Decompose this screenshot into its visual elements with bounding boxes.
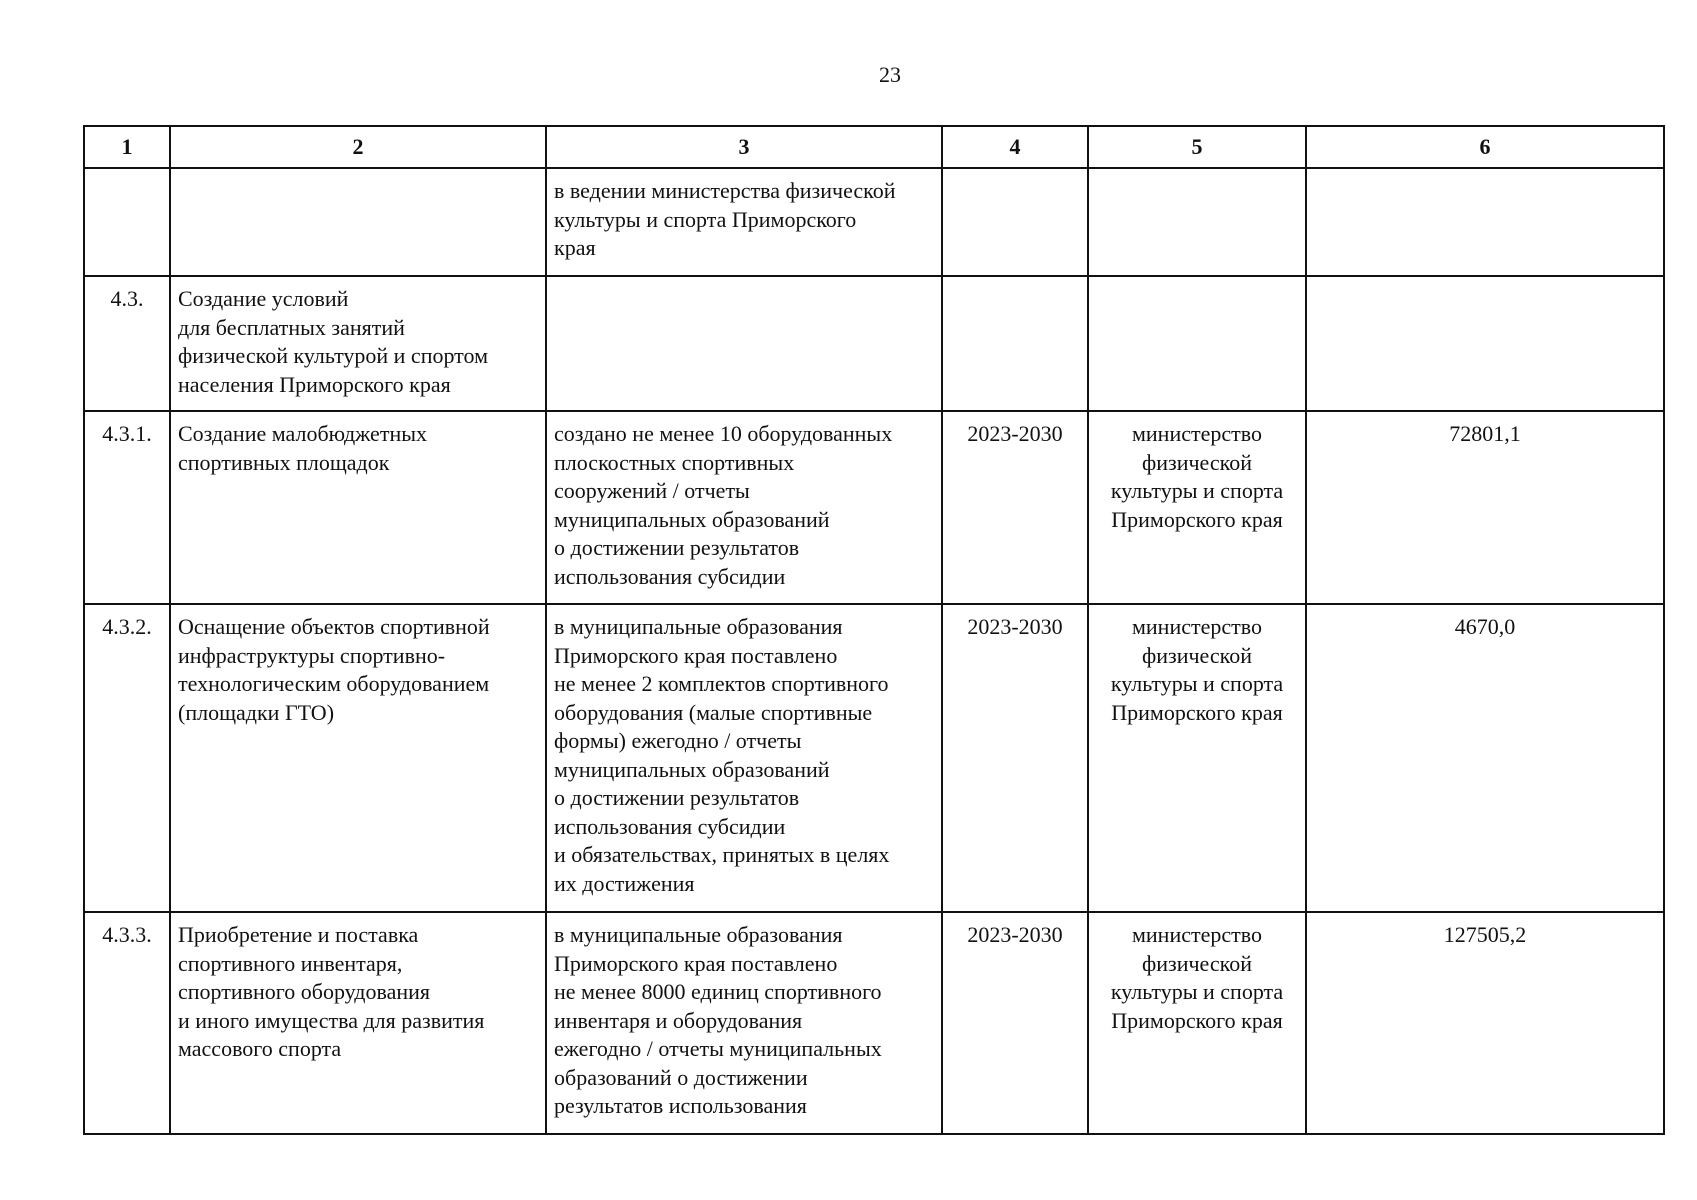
result-line: плоскостных спортивных xyxy=(554,449,795,475)
result-line: результатов использования xyxy=(554,1093,807,1118)
measure-name xyxy=(170,168,546,276)
measure-result xyxy=(546,168,942,276)
measure-executor xyxy=(1088,168,1306,276)
column-header-5: 5 xyxy=(1088,126,1306,168)
row-number xyxy=(84,168,170,276)
result-line: их достижения xyxy=(554,870,695,896)
name-line: населения Приморского края xyxy=(178,371,451,397)
result-line: о достижении результатов xyxy=(554,785,800,810)
result-line: образований о достижении xyxy=(554,1064,808,1090)
column-header-6: 6 xyxy=(1306,126,1664,168)
name-line: массового спорта xyxy=(178,1036,342,1061)
executor-line: физической xyxy=(1142,449,1252,475)
result-line: использования субсидии xyxy=(554,563,786,589)
name-line: Создание условий xyxy=(178,286,349,311)
page-number: 23 xyxy=(879,62,901,87)
row-number: 4.3. xyxy=(84,276,170,411)
result-line: сооружений / отчеты xyxy=(554,478,750,503)
measure-name xyxy=(170,411,546,604)
result-line: о достижении результатов xyxy=(554,535,800,560)
executor-line: культуры и спорта xyxy=(1110,979,1284,1004)
table-row xyxy=(84,411,1664,604)
header-row xyxy=(84,126,1664,168)
measure-period: 2023-2030 xyxy=(942,604,1088,912)
executor-line: министерство xyxy=(1131,421,1262,446)
result-line: в муниципальные образования xyxy=(554,614,843,639)
executor-line: министерство xyxy=(1131,614,1262,639)
executor-line: физической xyxy=(1142,950,1252,976)
name-line: Приобретение и поставка xyxy=(178,922,419,947)
measure-result xyxy=(546,604,942,912)
measures-table xyxy=(83,125,1665,1135)
measure-executor xyxy=(1088,604,1306,912)
result-line: не менее 2 комплектов спортивного xyxy=(554,671,889,696)
measure-result xyxy=(546,276,942,411)
name-line: технологическим оборудованием xyxy=(178,671,490,696)
result-line: использования субсидии xyxy=(554,813,786,839)
measure-amount: 72801,1 xyxy=(1306,411,1664,604)
measure-executor xyxy=(1088,912,1306,1134)
executor-line: министерство xyxy=(1131,922,1262,947)
measure-amount xyxy=(1306,168,1664,276)
measure-result xyxy=(546,411,942,604)
measure-executor xyxy=(1088,276,1306,411)
result-line: муниципальных образований xyxy=(554,506,830,532)
executor-line: Приморского края xyxy=(1111,699,1283,725)
executor-line: Приморского края xyxy=(1111,1007,1283,1033)
result-line: культуры и спорта Приморского xyxy=(554,206,857,232)
name-line: физической культурой и спортом xyxy=(178,343,489,368)
executor-line: культуры и спорта xyxy=(1110,478,1284,503)
measure-amount: 127505,2 xyxy=(1306,912,1664,1134)
column-header-1: 1 xyxy=(84,126,170,168)
executor-line: физической xyxy=(1142,642,1252,668)
measure-amount: 4670,0 xyxy=(1306,604,1664,912)
measure-period: 2023-2030 xyxy=(942,411,1088,604)
measure-period: 2023-2030 xyxy=(942,912,1088,1134)
result-line: и обязательствах, принятых в целях xyxy=(554,842,890,867)
row-number: 4.3.3. xyxy=(84,912,170,1134)
column-header-3: 3 xyxy=(546,126,942,168)
measure-period xyxy=(942,168,1088,276)
row-number: 4.3.2. xyxy=(84,604,170,912)
name-line: Создание малобюджетных xyxy=(178,421,427,446)
table-row xyxy=(84,912,1664,1134)
table-row xyxy=(84,168,1664,276)
result-line: не менее 8000 единиц спортивного xyxy=(554,979,882,1004)
measure-executor xyxy=(1088,411,1306,604)
name-line: для бесплатных занятий xyxy=(178,314,405,340)
name-line: инфраструктуры спортивно- xyxy=(178,642,446,668)
result-line: Приморского края поставлено xyxy=(554,642,838,668)
result-line: в ведении министерства физической xyxy=(554,178,896,203)
name-line: и иного имущества для развития xyxy=(178,1007,485,1033)
name-line: Оснащение объектов спортивной xyxy=(178,614,490,639)
name-line: спортивных площадок xyxy=(178,449,390,475)
measure-result xyxy=(546,912,942,1134)
name-line: спортивного оборудования xyxy=(178,979,431,1004)
measure-name xyxy=(170,276,546,411)
row-number: 4.3.1. xyxy=(84,411,170,604)
result-line: инвентаря и оборудования xyxy=(554,1007,803,1033)
measure-period xyxy=(942,276,1088,411)
measure-amount xyxy=(1306,276,1664,411)
result-line: ежегодно / отчеты муниципальных xyxy=(554,1036,882,1061)
column-header-2: 2 xyxy=(170,126,546,168)
measure-name xyxy=(170,604,546,912)
result-line: создано не менее 10 оборудованных xyxy=(554,421,893,446)
result-line: в муниципальные образования xyxy=(554,922,843,947)
name-line: (площадки ГТО) xyxy=(178,699,335,725)
result-line: Приморского края поставлено xyxy=(554,950,838,976)
column-header-4: 4 xyxy=(942,126,1088,168)
executor-line: Приморского края xyxy=(1111,506,1283,532)
result-line: муниципальных образований xyxy=(554,756,830,782)
name-line: спортивного инвентаря, xyxy=(178,950,403,976)
result-line: формы) ежегодно / отчеты xyxy=(554,728,802,753)
result-line: оборудования (малые спортивные xyxy=(554,699,873,725)
result-line: края xyxy=(554,235,596,260)
table-row xyxy=(84,604,1664,912)
measure-name xyxy=(170,912,546,1134)
table-row xyxy=(84,276,1664,411)
executor-line: культуры и спорта xyxy=(1110,671,1284,696)
